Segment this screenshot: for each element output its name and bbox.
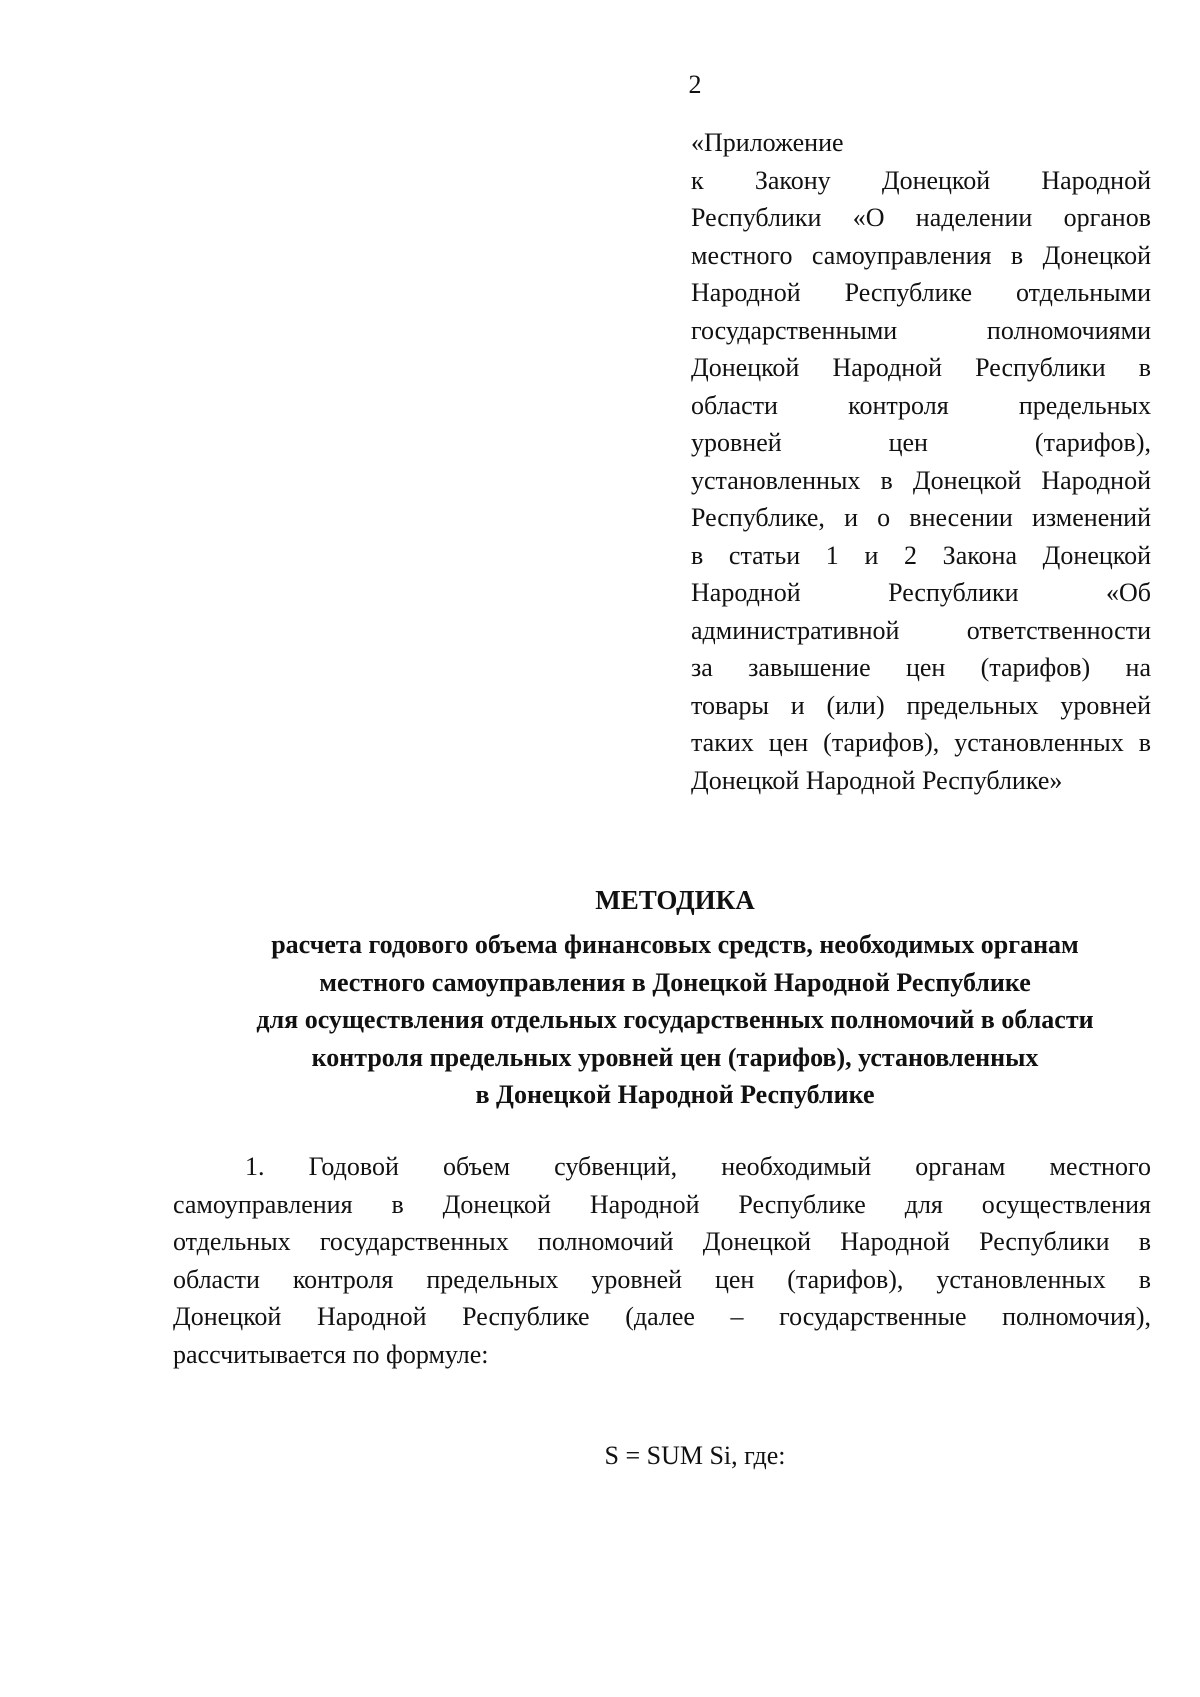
appendix-block — [691, 124, 1151, 799]
appendix-line: к Закону Донецкой Народной — [691, 165, 1151, 195]
appendix-line: уровней цен (тарифов), — [691, 428, 1151, 457]
appendix-line: Республике, и о внесении изменений — [691, 503, 1151, 532]
appendix-line: установленных в Донецкой Народной — [691, 465, 1151, 495]
appendix-line: за завышение цен (тарифов) на — [691, 653, 1151, 682]
paragraph-line: Донецкой Народной Республике (далее – государственные полномочия), — [173, 1302, 1151, 1331]
appendix-line: административной ответственности — [691, 615, 1151, 645]
appendix-line: Республики «О наделении органов — [691, 203, 1151, 232]
heading-subtitle-line: контроля предельных уровней цен (тарифов), установленных — [311, 1042, 1039, 1072]
appendix-line: Донецкой Народной Республике» — [691, 765, 1063, 795]
appendix-line: Донецкой Народной Республики в — [691, 353, 1151, 382]
appendix-line: «Приложение — [691, 128, 844, 157]
paragraph-line: рассчитывается по формуле: — [173, 1339, 489, 1369]
paragraph-line: самоуправления в Донецкой Народной Республике для осуществления — [173, 1189, 1151, 1219]
appendix-line: государственными полномочиями — [691, 315, 1151, 345]
appendix-line: Народной Республике отдельными — [691, 278, 1151, 307]
heading-subtitle-line: расчета годового объема финансовых средств, необходимых органам — [271, 930, 1079, 959]
formula: S = SUM Si, где: — [604, 1441, 786, 1470]
appendix-line: таких цен (тарифов), установленных в — [691, 728, 1151, 757]
heading-subtitle-line: для осуществления отдельных государственных полномочий в области — [256, 1005, 1094, 1034]
heading-subtitle-line: в Донецкой Народной Республике — [475, 1080, 875, 1109]
paragraph-1 — [173, 1148, 1151, 1373]
paragraph-line: области контроля предельных уровней цен (тарифов), установленных в — [173, 1264, 1151, 1294]
appendix-line: области контроля предельных — [691, 390, 1151, 420]
appendix-line: в статьи 1 и 2 Закона Донецкой — [691, 540, 1151, 570]
appendix-line: товары и (или) предельных уровней — [691, 690, 1151, 720]
methodology-heading — [175, 882, 1175, 1114]
page-number: 2 — [688, 70, 702, 99]
heading-subtitle-line: местного самоуправления в Донецкой Народной Республике — [319, 967, 1031, 997]
heading-title: МЕТОДИКА — [595, 885, 755, 915]
paragraph-line: отдельных государственных полномочий Донецкой Народной Республики в — [173, 1227, 1151, 1256]
paragraph-line: 1. Годовой объем субвенций, необходимый органам местного — [245, 1152, 1151, 1181]
appendix-line: Народной Республики «Об — [691, 578, 1151, 607]
appendix-line: местного самоуправления в Донецкой — [691, 240, 1151, 270]
